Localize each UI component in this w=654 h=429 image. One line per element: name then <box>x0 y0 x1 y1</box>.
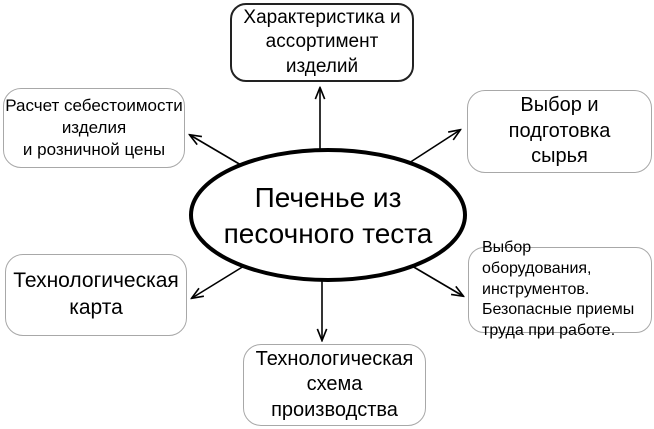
node-equipment-safety: Выбор оборудования, инструментов. Безопасные приемы труда при работе. <box>468 247 652 333</box>
node-cost-calculation: Расчет себестоимости изделия и розничной цены <box>3 88 185 168</box>
node-tech-card: Технологическая карта <box>5 254 187 336</box>
center-topic-label: Печенье из песочного теста <box>223 182 433 249</box>
node-raw-materials: Выбор и подготовка сырья <box>467 90 652 173</box>
node-production-scheme: Технологическая схема производства <box>243 344 426 426</box>
node-characteristics-assortment: Характеристика и ассортимент изделий <box>230 3 414 82</box>
